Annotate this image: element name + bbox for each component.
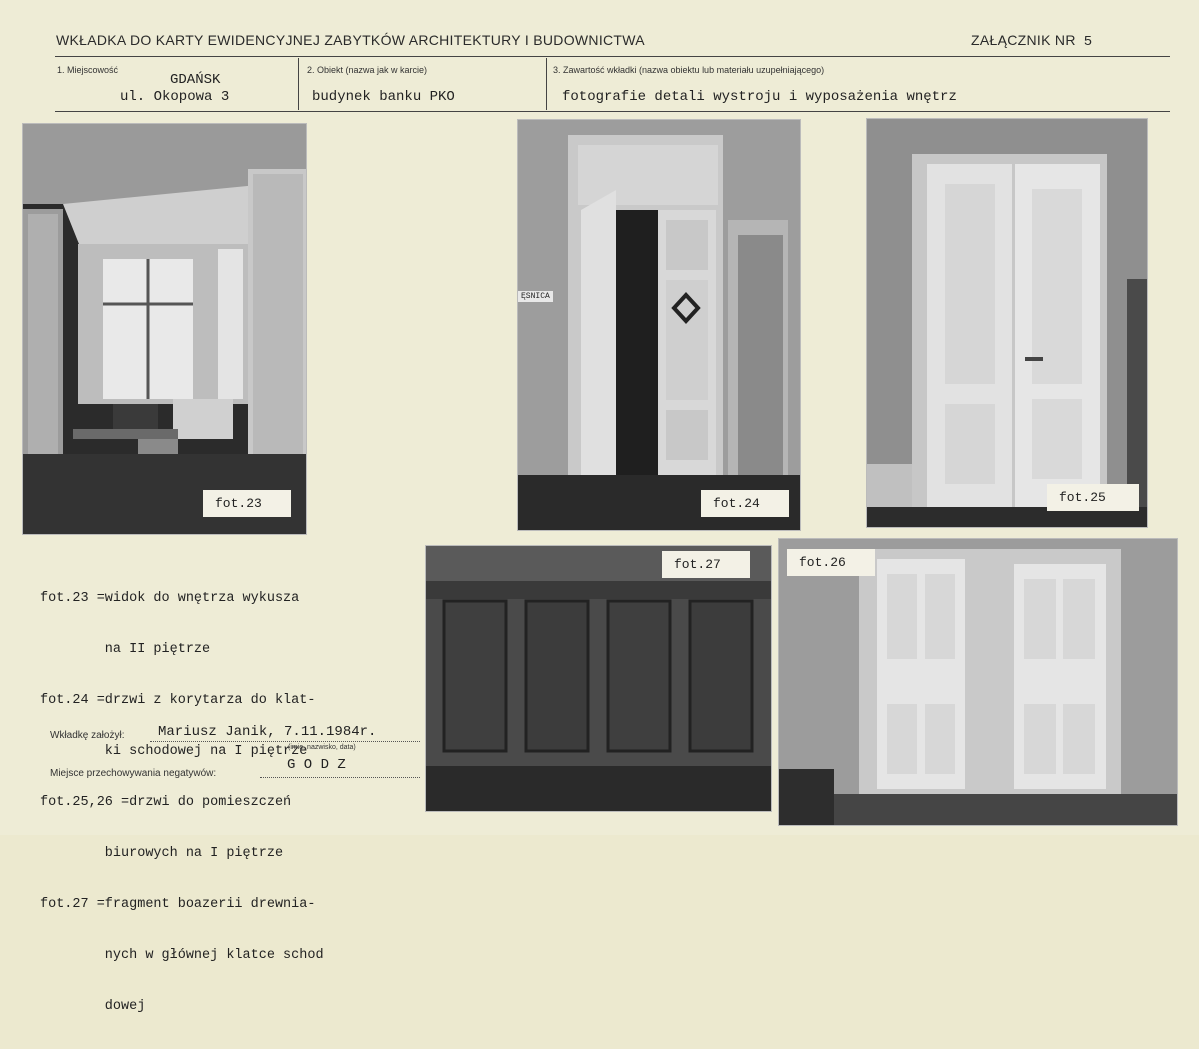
field-divider-1 (298, 58, 299, 110)
object-value: budynek banku PKO (312, 89, 455, 105)
description-line: fot.27 =fragment boazerii drewnia- (40, 897, 316, 912)
photo-27-image (426, 546, 771, 811)
photo-24-sign: ĘSNICA (518, 291, 553, 302)
photo-25-image (867, 119, 1147, 527)
locality-label: 1. Miejscowość (57, 65, 119, 75)
header-rule-top (55, 56, 1170, 57)
object-label: 2. Obiekt (nazwa jak w karcie) (307, 65, 428, 75)
photo-27 (425, 545, 772, 812)
content-label: 3. Zawartość wkładki (nazwa obiektu lub materiału uzupełniającego) (553, 65, 825, 75)
author-dotline (150, 741, 420, 742)
header-rule-bottom (55, 111, 1170, 112)
photo-23-image (23, 124, 306, 534)
annex-label-text: ZAŁĄCZNIK NR (971, 32, 1076, 48)
photo-25-caption: fot.25 (1047, 484, 1139, 511)
photo-23-caption: fot.23 (203, 490, 291, 517)
photo-24-caption: fot.24 (701, 490, 789, 517)
photo-26-image (779, 539, 1177, 825)
negatives-label: Miejsce przechowywania negatywów: (50, 768, 217, 779)
author-hint: (imię, nazwisko, data) (288, 744, 356, 751)
negatives-dotline (260, 777, 420, 778)
locality-city: GDAŃSK (170, 72, 221, 88)
photo-24 (517, 119, 801, 531)
description-line: ki schodowej na I piętrze (40, 744, 308, 759)
photo-27-caption: fot.27 (662, 551, 750, 578)
field-divider-2 (546, 58, 547, 110)
author-value: Mariusz Janik, 7.11.1984r. (158, 724, 377, 740)
negatives-value: G O D Z (287, 757, 346, 773)
description-line: na II piętrze (40, 642, 211, 657)
description-line: dowej (40, 999, 146, 1014)
photo-23 (22, 123, 307, 535)
locality-street: ul. Okopowa 3 (120, 89, 230, 105)
description-line: nych w głównej klatce schod (40, 948, 324, 963)
photo-25 (866, 118, 1148, 528)
content-value: fotografie detali wystroju i wyposażenia wnętrz (562, 89, 957, 105)
photo-26-caption: fot.26 (787, 549, 875, 576)
photo-24-image (518, 120, 800, 530)
description-line: fot.25,26 =drzwi do pomieszczeń (40, 795, 292, 810)
annex-label (971, 32, 1092, 50)
description-line: fot.24 =drzwi z korytarza do klat- (40, 693, 316, 708)
description-line: fot.23 =widok do wnętrza wykusza (40, 591, 300, 606)
description-line: biurowych na I piętrze (40, 846, 284, 861)
sheet-title: WKŁADKA DO KARTY EWIDENCYJNEJ ZABYTKÓW ARCHITEKTURY I BUDOWNICTWA (56, 32, 645, 48)
photo-26 (778, 538, 1178, 826)
photo-descriptions (40, 556, 324, 1049)
author-label: Wkładkę założył: (50, 730, 125, 741)
annex-number: 5 (1083, 34, 1093, 50)
